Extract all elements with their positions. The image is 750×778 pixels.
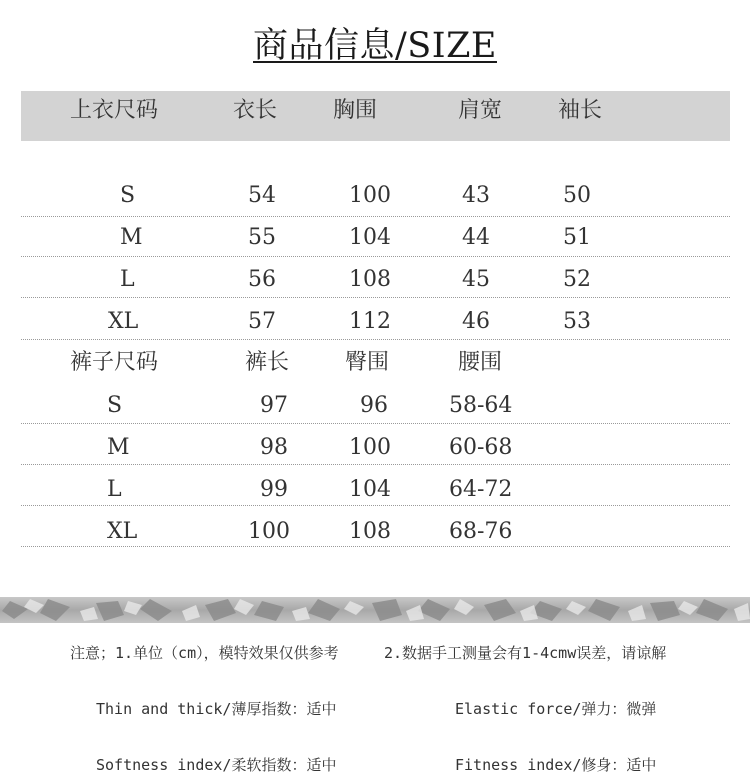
note-units: 注意；1.单位（cm），模特效果仅供参考 [70,644,339,662]
top-row-size: S [120,183,136,208]
pants-row-waist: 68-76 [449,519,513,544]
row-divider [21,297,730,298]
top-row-chest: 104 [349,225,391,250]
top-row-shoulder: 46 [462,309,490,334]
top-row-size: XL [108,309,139,334]
top-header-length: 衣长 [233,98,278,123]
top-row-length: 56 [248,267,276,292]
pants-row-length: 100 [248,519,290,544]
top-row-sleeve: 52 [563,267,591,292]
pants-header-hip: 臀围 [345,350,390,375]
top-row-chest: 112 [349,309,391,334]
property-fitness: Fitness index/修身：适中 [455,756,657,774]
pants-row-hip: 96 [360,393,388,418]
page-title [0,24,750,68]
row-divider [21,256,730,257]
row-divider [21,339,730,340]
top-row-length: 54 [248,183,276,208]
row-divider [21,546,730,547]
pants-row-waist: 60-68 [449,435,513,460]
pants-row-size: S [107,393,123,418]
pants-row-size: XL [107,519,138,544]
top-row-size: M [120,225,143,250]
top-header-sleeve: 袖长 [558,98,603,123]
top-row-sleeve: 53 [563,309,591,334]
property-thickness: Thin and thick/薄厚指数：适中 [96,700,337,718]
pants-row-size: M [107,435,130,460]
note-tolerance: 2.数据手工测量会有1-4cmw误差，请谅解 [384,644,667,662]
pants-header-length: 裤长 [245,350,290,375]
top-row-chest: 108 [349,267,391,292]
pants-row-hip: 100 [349,435,391,460]
top-row-length: 55 [248,225,276,250]
property-elastic: Elastic force/弹力：微弹 [455,700,657,718]
top-header-chest: 胸围 [333,98,378,123]
decorative-pattern-band [0,597,750,623]
pants-row-hip: 104 [349,477,391,502]
pants-row-size: L [107,477,122,502]
top-row-shoulder: 43 [462,183,490,208]
row-divider [21,216,730,217]
pants-row-length: 99 [260,477,288,502]
row-divider [21,464,730,465]
top-header-shoulder: 肩宽 [458,98,503,123]
pants-row-hip: 108 [349,519,391,544]
row-divider [21,505,730,506]
top-row-sleeve: 51 [563,225,591,250]
pants-row-waist: 58-64 [449,393,513,418]
pants-row-length: 98 [260,435,288,460]
pants-header-size: 裤子尺码 [70,350,159,375]
top-header-size: 上衣尺码 [70,98,159,123]
pants-header-waist: 腰围 [458,350,503,375]
top-row-sleeve: 50 [563,183,591,208]
top-row-shoulder: 45 [462,267,490,292]
top-row-chest: 100 [349,183,391,208]
pants-row-waist: 64-72 [449,477,513,502]
top-row-shoulder: 44 [462,225,490,250]
row-divider [21,423,730,424]
top-row-length: 57 [248,309,276,334]
property-softness: Softness index/柔软指数：适中 [96,756,337,774]
top-row-size: L [120,267,135,292]
pants-row-length: 97 [260,393,288,418]
page-title-text: 商品信息/SIZE [253,26,497,66]
